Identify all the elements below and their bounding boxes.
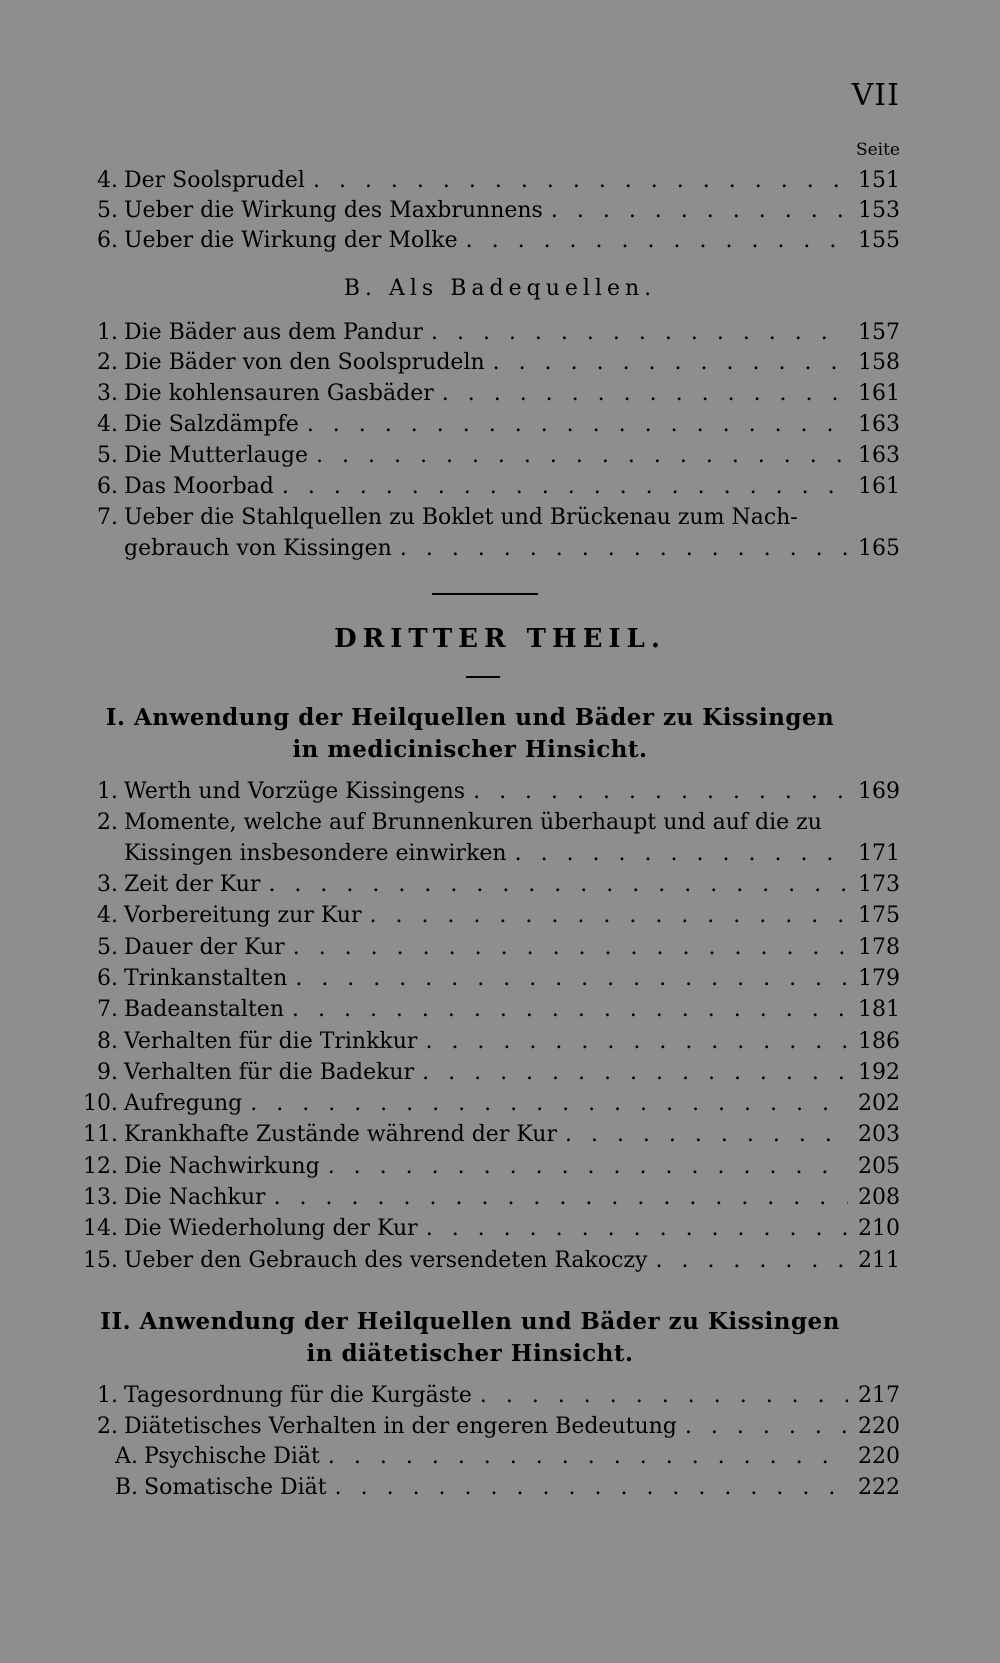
entry-page: 173 <box>858 872 900 897</box>
entry-number: 6. <box>97 966 118 991</box>
entry-number: 15. <box>83 1248 118 1273</box>
entry-page: 217 <box>858 1383 900 1408</box>
entry-number: 4. <box>97 168 118 193</box>
entry-title: Ueber die Wirkung der Molke <box>124 228 458 253</box>
entry-number: 3. <box>97 381 118 406</box>
dot-leader <box>274 1183 848 1213</box>
dot-leader <box>551 196 848 226</box>
entry-page: 222 <box>858 1475 900 1500</box>
dot-leader <box>328 1442 848 1472</box>
entry-number: 7. <box>97 997 118 1022</box>
dot-leader <box>515 839 848 869</box>
toc-entry <box>80 1412 900 1442</box>
entry-title: Verhalten für die Badekur <box>124 1060 415 1085</box>
entry-number: 1. <box>97 1383 118 1408</box>
toc-entry <box>80 379 900 409</box>
dot-leader <box>426 1214 848 1244</box>
section-heading-line: in medicinischer Hinsicht. <box>292 736 648 763</box>
dot-leader <box>493 348 848 378</box>
dot-leader <box>282 472 848 502</box>
entry-page: 186 <box>858 1029 900 1054</box>
dot-leader <box>307 410 848 440</box>
entry-number: 2. <box>97 810 118 835</box>
page-number: VII <box>851 78 900 113</box>
entry-number: 6. <box>97 474 118 499</box>
dot-leader <box>369 901 848 931</box>
entry-page: 220 <box>858 1444 900 1469</box>
entry-title: Vorbereitung zur Kur <box>124 903 362 928</box>
entry-title: Kissingen insbesondere einwirken <box>124 841 507 866</box>
entry-number: 1. <box>97 779 118 804</box>
entry-page: 158 <box>858 350 900 375</box>
entry-page: 155 <box>858 228 900 253</box>
entry-page: 175 <box>858 903 900 928</box>
entry-page: 220 <box>858 1414 900 1439</box>
entry-page: 163 <box>858 412 900 437</box>
entry-number: 2. <box>97 350 118 375</box>
entry-number: 5. <box>97 935 118 960</box>
divider-rule <box>466 676 500 678</box>
toc-entry <box>80 318 900 348</box>
entry-title: Verhalten für die Trinkkur <box>124 1029 418 1054</box>
column-label-seite: Seite <box>855 140 900 160</box>
entry-title: Die kohlensauren Gasbäder <box>124 381 434 406</box>
entry-number: 1. <box>97 320 118 345</box>
part-title: DRITTER THEIL. <box>334 624 666 654</box>
dot-leader <box>400 534 848 564</box>
dot-leader <box>268 870 848 900</box>
entry-title: gebrauch von Kissingen <box>124 536 392 561</box>
dot-leader <box>292 995 848 1025</box>
toc-entry <box>80 441 900 471</box>
entry-number: 3. <box>97 872 118 897</box>
entry-title: Badeanstalten <box>124 997 284 1022</box>
entry-number: 4. <box>97 412 118 437</box>
entry-page: 181 <box>858 997 900 1022</box>
entry-page: 208 <box>858 1185 900 1210</box>
entry-title: Dauer der Kur <box>124 935 285 960</box>
entry-title: Ueber die Wirkung des Maxbrunnens <box>124 198 543 223</box>
entry-page: 179 <box>858 966 900 991</box>
toc-entry <box>80 964 900 994</box>
entry-title: Der Soolsprudel <box>124 168 305 193</box>
dot-leader <box>480 1381 848 1411</box>
entry-page: 169 <box>858 779 900 804</box>
entry-title: Aufregung <box>124 1091 243 1116</box>
entry-page: 192 <box>858 1060 900 1085</box>
entry-number: 6. <box>97 228 118 253</box>
entry-number: 14. <box>83 1216 118 1241</box>
entry-number: 9. <box>97 1060 118 1085</box>
dot-leader <box>442 379 848 409</box>
entry-number: 10. <box>83 1091 118 1116</box>
toc-entry <box>80 995 900 1025</box>
entry-title: Trinkanstalten <box>124 966 288 991</box>
entry-title: Ueber den Gebrauch des versendeten Rakoczy <box>124 1248 648 1273</box>
entry-title: Tagesordnung für die Kurgäste <box>124 1383 472 1408</box>
dot-leader <box>422 1058 848 1088</box>
dot-leader <box>250 1089 848 1119</box>
toc-entry <box>80 472 900 502</box>
entry-page: 161 <box>858 474 900 499</box>
dot-leader <box>328 1152 848 1182</box>
entry-title: Momente, welche auf Brunnenkuren überhaupt und auf die zu <box>124 810 822 835</box>
dot-leader <box>313 166 848 196</box>
entry-number: B. <box>114 1475 138 1500</box>
toc-entry <box>80 901 900 931</box>
dot-leader <box>293 933 848 963</box>
entry-page: 203 <box>858 1122 900 1147</box>
toc-entry <box>80 1120 900 1150</box>
toc-entry <box>80 1058 900 1088</box>
entry-number: 11. <box>83 1122 118 1147</box>
toc-entry <box>80 1152 900 1182</box>
entry-number: 12. <box>83 1154 118 1179</box>
dot-leader <box>655 1246 848 1276</box>
toc-entry <box>80 1381 900 1411</box>
dot-leader <box>685 1412 848 1442</box>
entry-title: Werth und Vorzüge Kissingens <box>124 779 466 804</box>
entry-page: 165 <box>858 536 900 561</box>
subheading-badequellen: B. Als Badequellen. <box>343 276 657 301</box>
entry-title: Somatische Diät <box>144 1475 327 1500</box>
entry-page: 178 <box>858 935 900 960</box>
dot-leader <box>473 777 848 807</box>
toc-entry <box>80 1089 900 1119</box>
section-heading-2 <box>100 1306 840 1370</box>
section-heading-line: II. Anwendung der Heilquellen und Bäder zu Kissingen <box>100 1308 840 1335</box>
entry-number: 2. <box>97 1414 118 1439</box>
entry-page: 210 <box>858 1216 900 1241</box>
entry-title: Das Moorbad <box>124 474 274 499</box>
entry-number: 5. <box>97 443 118 468</box>
entry-page: 157 <box>858 320 900 345</box>
entry-page: 153 <box>858 198 900 223</box>
entry-title: Die Bäder aus dem Pandur <box>124 320 423 345</box>
entry-number: 13. <box>83 1185 118 1210</box>
dot-leader <box>295 964 848 994</box>
entry-page: 211 <box>858 1248 900 1273</box>
entry-page: 161 <box>858 381 900 406</box>
entry-title: Krankhafte Zustände während der Kur <box>124 1122 557 1147</box>
entry-title: Ueber die Stahlquellen zu Boklet und Brückenau zum Nach- <box>124 505 798 530</box>
entry-title: Die Salzdämpfe <box>124 412 299 437</box>
toc-entry <box>80 808 900 838</box>
dot-leader <box>335 1473 848 1503</box>
entry-title: Zeit der Kur <box>124 872 261 897</box>
toc-entry <box>80 226 900 256</box>
entry-number: 8. <box>97 1029 118 1054</box>
toc-entry <box>80 348 900 378</box>
divider-rule <box>432 593 538 595</box>
entry-title: Psychische Diät <box>144 1444 320 1469</box>
toc-entry <box>80 503 900 533</box>
toc-entry <box>80 870 900 900</box>
toc-sub-entry <box>80 1473 900 1503</box>
toc-entry <box>80 166 900 196</box>
entry-title: Die Bäder von den Soolsprudeln <box>124 350 485 375</box>
entry-title: Die Wiederholung der Kur <box>124 1216 418 1241</box>
entry-number: A. <box>115 1444 138 1469</box>
toc-entry-continuation <box>124 534 900 564</box>
dot-leader <box>316 441 848 471</box>
entry-page: 171 <box>858 841 900 866</box>
toc-entry <box>80 933 900 963</box>
entry-title: Die Mutterlauge <box>124 443 309 468</box>
entry-page: 151 <box>858 168 900 193</box>
toc-entry <box>80 1027 900 1057</box>
toc-entry <box>80 196 900 226</box>
toc-entry <box>80 1183 900 1213</box>
entry-number: 4. <box>97 903 118 928</box>
toc-entry-continuation <box>124 839 900 869</box>
entry-page: 205 <box>858 1154 900 1179</box>
toc-entry <box>80 410 900 440</box>
dot-leader <box>466 226 848 256</box>
entry-title: Diätetisches Verhalten in der engeren Bedeutung <box>124 1414 677 1439</box>
toc-entry <box>80 777 900 807</box>
entry-page: 202 <box>858 1091 900 1116</box>
toc-entry <box>80 1214 900 1244</box>
dot-leader <box>425 1027 848 1057</box>
section-heading-line: in diätetischer Hinsicht. <box>306 1340 634 1367</box>
entry-number: 7. <box>97 505 118 530</box>
section-heading-1 <box>100 702 840 766</box>
entry-title: Die Nachwirkung <box>124 1154 320 1179</box>
toc-sub-entry <box>80 1442 900 1472</box>
toc-entry <box>80 1246 900 1276</box>
entry-title: Die Nachkur <box>124 1185 266 1210</box>
section-heading-line: I. Anwendung der Heilquellen und Bäder zu Kissingen <box>105 704 835 731</box>
dot-leader <box>431 318 848 348</box>
entry-number: 5. <box>97 198 118 223</box>
entry-page: 163 <box>858 443 900 468</box>
dot-leader <box>565 1120 848 1150</box>
